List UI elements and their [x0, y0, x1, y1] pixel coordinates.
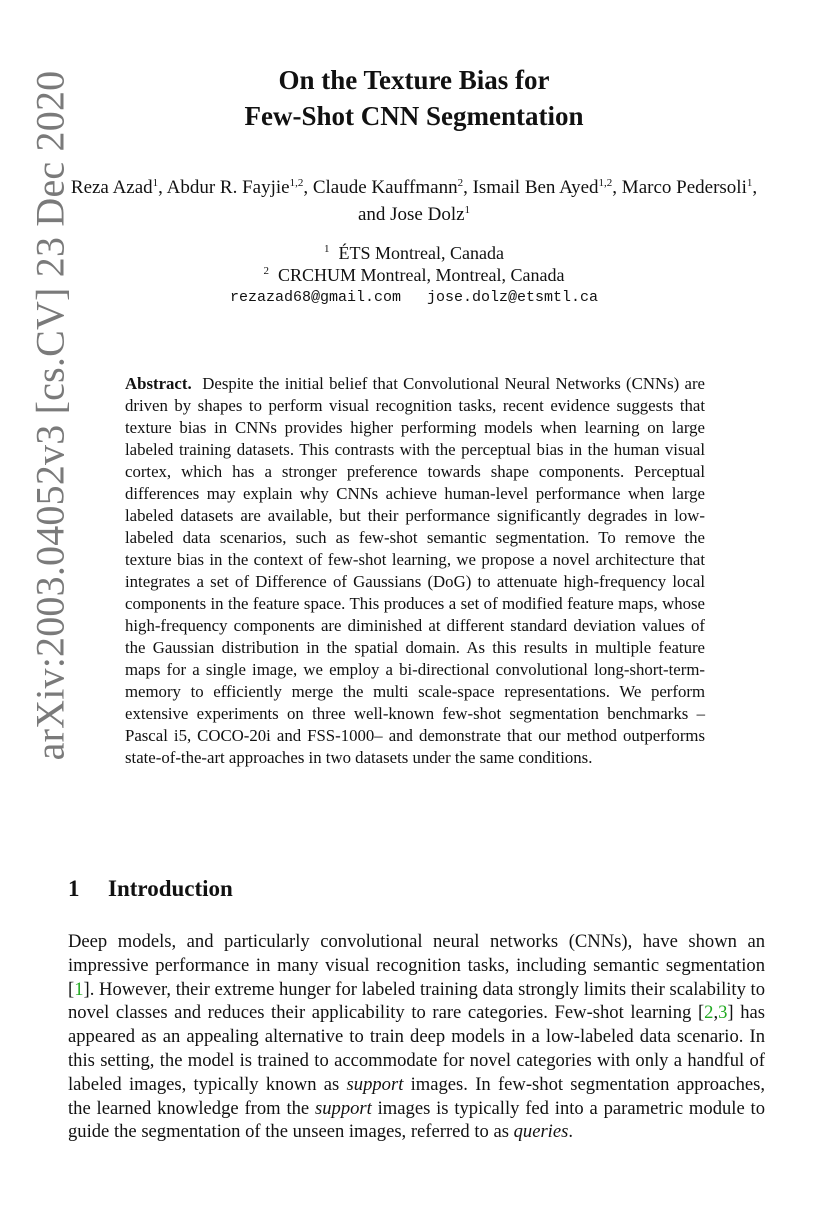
email[interactable]: jose.dolz@etsmtl.ca	[427, 289, 599, 306]
author-affiliation-mark: 1,2	[289, 177, 304, 189]
section-number: 1	[68, 876, 80, 901]
paper-title	[0, 62, 828, 134]
affiliation: $^1$ ÉTS Montreal, Canada	[324, 243, 504, 263]
author: Marco Pedersoli$^1$	[621, 177, 753, 198]
author-affiliation-mark: 1	[746, 177, 753, 189]
affiliations	[0, 242, 828, 286]
abstract	[125, 373, 705, 769]
citation[interactable]: [1]	[68, 978, 90, 1000]
author: Claude Kauffmann$^2$	[312, 177, 464, 198]
author-affiliation-mark: 1	[152, 177, 159, 189]
section-title: Introduction	[108, 876, 233, 901]
intro-paragraph: Deep models, and particularly convolutional neural networks (CNNs), have shown an impressive performance in many visual recognition tasks, including semantic segmentation [1]. However, their extreme hunger for labeled training data strongly limits their scalability to novel classes and reduces their applicability to rare categories. Few-shot learning [2,3] has appeared as an appealing alternative to train deep models in a low-labeled data scenario. In this setting, the model is trained to accommodate for novel categories with only a handful of labeled images, typically known as support images. In few-shot segmentation approaches, the learned knowledge from the support images is typically fed into a parametric module to guide the segmentation of the unseen images, referred to as queries.	[68, 931, 766, 1143]
author-list: Reza Azad$^1$, Abdur R. Fayjie$^{1,2}$, Claude Kauffmann$^2$, Ismail Ben Ayed$^{1,2}$, Marco Pedersoli$^1$, and Jose Dolz$^1$	[70, 177, 758, 225]
author-affiliation-mark: 1,2	[598, 177, 613, 189]
author-affiliation-mark: 2	[457, 177, 464, 189]
author: Reza Azad$^1$	[70, 177, 159, 198]
contact-emails	[0, 287, 828, 309]
emphasis: support	[314, 1097, 372, 1119]
email[interactable]: rezazad68@gmail.com	[229, 289, 401, 306]
abstract-text: Despite the initial belief that Convolutional Neural Networks (CNNs) are driven by shapes to perform visual recognition tasks, recent evidence suggests that texture bias in CNNs provides higher performing models when learning on large labeled training datasets. This contrasts with the perceptual bias in the human visual cortex, which has a stronger preference towards shape components. Perceptual differences may explain why CNNs achieve human-level performance when large labeled datasets are available, but their performance significantly degrades in low-labeled data scenarios, such as few-shot semantic segmentation. To remove the texture bias in the context of few-shot learning, we propose a novel architecture that integrates a set of Difference of Gaussians (DoG) to attenuate high-frequency local components in the feature space. This produces a set of modified feature maps, whose high-frequency components are diminished at different standard deviation values of the Gaussian distribution in the spatial domain. As this results in multiple feature maps for a single image, we employ a bi-directional convolutional long-short-term-memory to efficiently merge the multi scale-space representations. We perform extensive experiments on three well-known few-shot segmentation benchmarks –Pascal i5, COCO-20i and FSS-1000– and demonstrate that our method outperforms state-of-the-art approaches in two datasets under the same conditions.	[125, 374, 705, 767]
emphasis: support	[346, 1073, 404, 1095]
emphasis: queries	[513, 1121, 569, 1143]
abstract-label: Abstract.	[125, 374, 192, 393]
author: Abdur R. Fayjie$^{1,2}$	[166, 177, 304, 198]
author: Ismail Ben Ayed$^{1,2}$	[472, 177, 613, 198]
arxiv-sidebar	[18, 62, 82, 768]
author: Jose Dolz$^1$	[390, 204, 471, 225]
author-affiliation-mark: 1	[464, 204, 471, 216]
arxiv-identifier: arXiv:2003.04052v3 [cs.CV] 23 Dec 2020	[27, 70, 73, 760]
title-line-2: Few-Shot CNN Segmentation	[244, 101, 584, 131]
affiliation: $^2$ CRCHUM Montreal, Montreal, Canada	[263, 265, 565, 285]
section-heading	[68, 874, 233, 904]
title-line-1: On the Texture Bias for	[278, 65, 550, 95]
citation[interactable]: [2,3]	[697, 1002, 734, 1024]
